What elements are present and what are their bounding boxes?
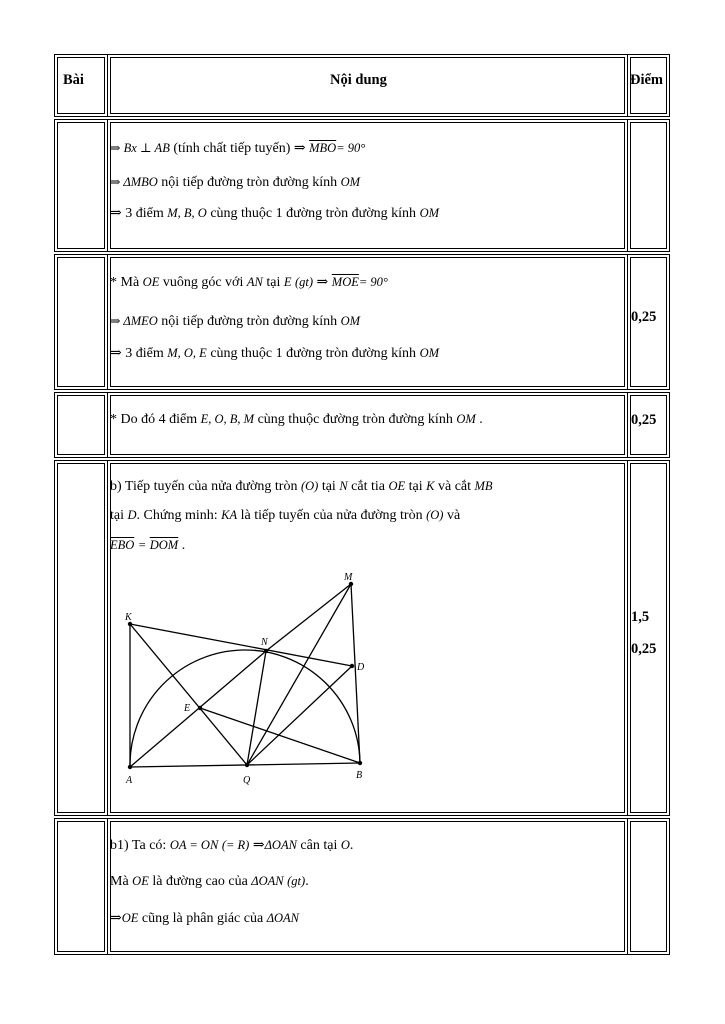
row5-line1: b1) Ta có: OA = ON (= R) ⇒ΔOAN cân tại O.: [110, 838, 354, 853]
row4-score-2: 0,25: [631, 641, 657, 657]
label-B: B: [356, 770, 363, 781]
row2-line1: * Mà OE vuông góc với AN tại E (gt) ⇒ $\overline{MOE}= 90^\circ$: [110, 275, 388, 290]
point-N: [264, 649, 268, 653]
header-bai: Bài: [63, 72, 84, 88]
row2-score: 0,25: [631, 309, 657, 325]
segment-EB: [200, 708, 360, 763]
row5-cell-score: [627, 818, 670, 955]
header-noidung: Nội dung: [330, 72, 387, 88]
segment-KQ: [130, 624, 247, 765]
row1-line2: ⇒ ΔMBO nội tiếp đường tròn đường kính OM: [110, 175, 361, 190]
row4-line3: $\overline{EBO} = \overline{DOM}$ .: [110, 538, 186, 553]
semicircle: [130, 650, 360, 767]
point-D: [350, 664, 354, 668]
row5-cell-bai: [54, 818, 108, 955]
point-E: [198, 706, 202, 710]
row1-line1: ⇒ Bx ⊥ AB (tính chất tiếp tuyến) ⇒ $\overline{MBO}= 90^\circ$: [110, 141, 366, 156]
row3-line1: * Do đó 4 điểm E, O, B, M cùng thuộc đường tròn đường kính OM .: [110, 412, 483, 427]
segment-KD: [130, 624, 352, 666]
row1-line3: ⇒ 3 điểm M, B, O cùng thuộc 1 đường tròn đường kính OM: [110, 206, 440, 221]
label-N: N: [261, 637, 268, 648]
point-Q: [245, 763, 249, 767]
row4-cell-score: [627, 460, 670, 816]
segment-AN: [130, 651, 266, 767]
geometry-figure: [110, 564, 380, 789]
row1-cell-bai: [54, 119, 108, 252]
label-M: M: [344, 572, 353, 583]
row4-line2: tại D. Chứng minh: KA là tiếp tuyến của nửa đường tròn (O) và: [110, 508, 461, 523]
segment-NM: [266, 584, 351, 651]
header-diem: Điểm: [630, 72, 664, 88]
row4-cell-bai: [54, 460, 108, 816]
label-K: K: [125, 612, 132, 623]
row2-line2: ⇒ ΔMEO nội tiếp đường tròn đường kính OM: [110, 314, 361, 329]
row1-cell-score: [627, 119, 670, 252]
segment-MB: [351, 584, 360, 763]
label-A: A: [126, 775, 133, 786]
row3-score: 0,25: [631, 412, 657, 428]
row3-cell-bai: [54, 392, 108, 458]
label-Q: Q: [243, 775, 251, 786]
row4-line1: b) Tiếp tuyến của nửa đường tròn (O) tại N cắt tia OE tại K và cắt MB: [110, 479, 493, 494]
point-B: [358, 761, 362, 765]
row2-line3: ⇒ 3 điểm M, O, E cùng thuộc 1 đường tròn đường kính OM: [110, 346, 440, 361]
label-E: E: [184, 703, 191, 714]
segment-QD: [247, 666, 352, 765]
row4-score-1: 1,5: [631, 609, 650, 625]
row5-line3: ⇒OE cũng là phân giác của ΔOAN: [110, 911, 300, 926]
label-D: D: [357, 662, 365, 673]
point-A: [128, 765, 132, 769]
row5-line2: Mà OE là đường cao của ΔOAN (gt).: [110, 874, 309, 889]
row2-cell-bai: [54, 254, 108, 390]
